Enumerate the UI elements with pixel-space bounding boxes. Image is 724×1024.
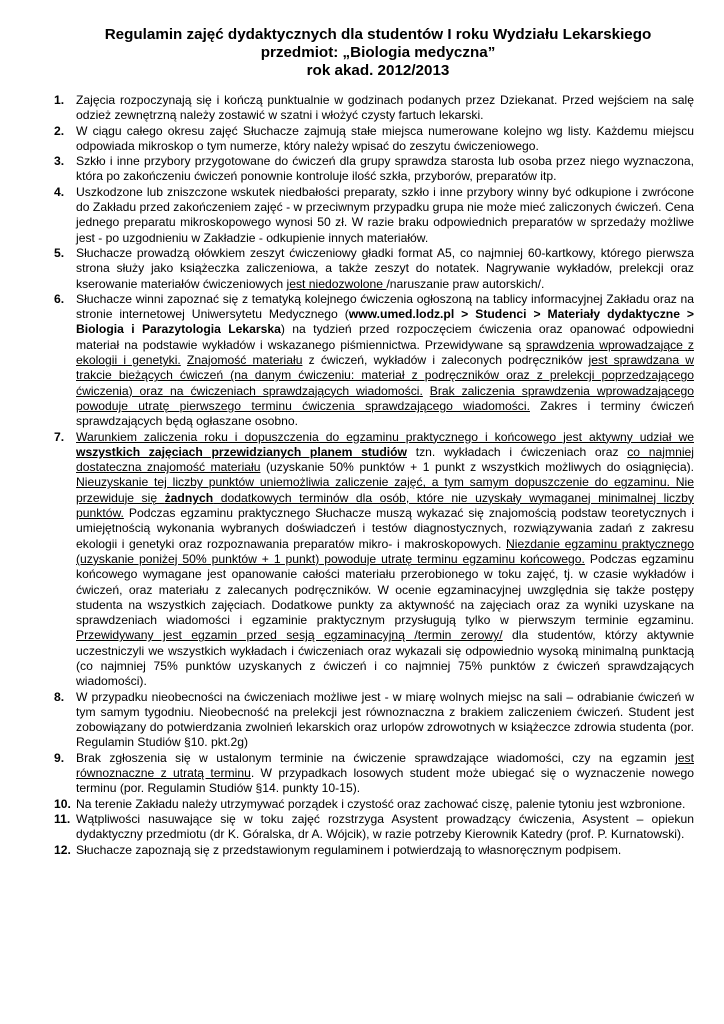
document-title: [54, 26, 694, 80]
rule-text-segment: Nieuzyskanie tej liczby punktów uniemożliwia zaliczenie zajęć, a tym samym dopuszczenie do egzaminu. Nie przewiduje się: [76, 475, 694, 505]
rule-text-segment: Szkło i inne przybory przygotowane do ćwiczeń dla grupy sprawdza starosta lub osoba przez niego wyznaczona, która po zakończeniu ćwiczeń ponownie kontroluje ilość szkła, przyborów, preparatów itp.: [76, 154, 694, 184]
rule-text-segment: [423, 384, 430, 398]
rule-text-segment: Niezdanie egzaminu praktycznego (uzyskanie poniżej 50% punktów + 1 punkt) powoduje utratę terminu egzaminu końcowego.: [76, 536, 695, 566]
rule-item: [54, 154, 694, 185]
rule-number: 12.: [54, 842, 71, 857]
rule-text-segment: sprawdzenia wprowadzające z ekologii i genetyki.: [76, 337, 694, 368]
rule-item: [54, 292, 694, 430]
rule-item: [54, 185, 694, 246]
rule-text-segment: Warunkiem zaliczenia roku i dopuszczenia do egzaminu praktycznego i końcowego jest aktywny udział we: [76, 429, 694, 444]
rule-text-segment: Brak zaliczenia sprawdzenia wprowadzającego powoduje utratę pierwszego terminu ćwiczenia sprawdzającego wiadomości.: [76, 383, 695, 413]
rule-number: 6.: [54, 291, 65, 306]
rule-text-segment: Na terenie Zakładu należy utrzymywać porządek i czystość oraz zachować ciszę, palenie tytoniu jest wzbronione.: [76, 796, 686, 811]
rule-text-segment: . W przypadkach losowych student może ubiegać się o wyznaczenie nowego terminu (por. Regulamin Studiów §14. punkty 10-15).: [76, 766, 694, 796]
rule-text-segment: żadnych: [164, 490, 214, 505]
rule-text-segment: wszystkich zajęciach przewidzianych planem studiów: [76, 444, 407, 459]
rule-text-segment: ) na tydzień przed rozpoczęciem ćwiczenia oraz opanować odpowiedni materiał na podstawie wykładów i wskazanego piśmiennictwa. Przewidywane są: [76, 322, 694, 352]
rule-text-segment: Słuchacze prowadzą ołówkiem zeszyt ćwiczeniowy gładki format A5, co najmniej 60-kartkowy, którego pierwsza strona służy jako książeczka zaliczeniowa, a także zeszyt do notatek. Nagrywanie wykładów, prelekcji oraz kserowanie materiałów ćwiczeniowych: [76, 245, 694, 291]
rule-text-segment: dodatkowych terminów dla osób, które nie uzyskały wymaganej minimalnej liczby punktów.: [76, 490, 694, 521]
rule-item: [54, 124, 694, 155]
rule-text-segment: Zakres i terminy ćwiczeń sprawdzających będą ogłaszane osobno.: [76, 398, 694, 429]
rule-item: [54, 246, 694, 292]
rule-text-segment: Przewidywany jest egzamin przed sesją egzaminacyjną /termin zerowy/: [76, 628, 503, 643]
rule-item: [54, 797, 694, 812]
rule-text-segment: (uzyskanie 50% punktów + 1 punkt z wszystkich możliwych do osiągnięcia).: [260, 460, 694, 475]
rule-text-segment: Uszkodzone lub zniszczone wskutek niedbałości preparaty, szkło i inne przybory winny być odkupione i zwrócone do Zakładu przed zakończeniem zajęć - w przeciwnym przypadku grupa nie może mieć zaliczonych ćwiczeń. Cena jednego preparatu mikroskopowego wynosi 50 zł. W razie braku odpowiednich preparatów w sprzedaży możliwe jest - po uzgodnieniu w Zakładzie - odkupienie innych materiałów.: [76, 184, 694, 245]
rule-text-segment: W ciągu całego okresu zajęć Słuchacze zajmują stałe miejsca numerowane kolejno wg listy. Każdemu miejscu odpowiada mikroskop o tym numerze, który należy wpisać do zeszytu ćwiczeniowego.: [76, 123, 694, 153]
rule-number: 1.: [54, 93, 65, 107]
rule-text-segment: W przypadku nieobecności na ćwiczeniach możliwe jest - w miarę wolnych miejsc na sali – odrabianie ćwiczeń w tym samym tygodniu. Nieobecność na prelekcji jest równoznaczna z brakiem zaliczeniem ćwiczeń. Student jest zobowiązany do potwierdzania zwolnień lekarskich oraz urlopów zdrowotnych w książeczce zdrowia studenta (por. Regulamin Studiów §10. pkt.2g): [76, 689, 694, 750]
rule-text-segment: Podczas egzaminu końcowego wymagane jest opanowanie całości materiału przerobionego w toku zajęć, tj. w czasie wykładów i ćwiczeń, oraz materiału z zalecanych podręczników. W ocenie egzaminacyjnej uwzględnia się także postępy studenta na wszystkich zajęciach. Dodatkowe punkty za aktywność na zajęciach oraz za wyniki uzyskane na sprawdzeniach wiadomości i egzaminie praktycznym przysługują tylko w pierwszym terminie egzaminu.: [76, 551, 694, 628]
title-line-1: Regulamin zajęć dydaktycznych dla studentów I roku Wydziału Lekarskiego: [104, 26, 652, 43]
rule-number: 7.: [54, 429, 65, 444]
rule-text-segment: jest sprawdzana w trakcie bieżących ćwiczeń (na danym ćwiczeniu: materiał z podręczników oraz z prelekcji poprzedzającego ćwiczenia) oraz na ćwiczeniach sprawdzających wiadomości.: [76, 353, 695, 398]
title-line-2: przedmiot: „Biologia medyczna”: [260, 44, 496, 61]
title-line-3: rok akad. 2012/2013: [306, 62, 450, 79]
rule-number: 9.: [54, 750, 65, 765]
rule-item: [54, 430, 694, 690]
rule-item: [54, 751, 694, 797]
rule-text-segment: tzn. wykładach i ćwiczeniach oraz: [407, 444, 628, 459]
rules-list: [54, 93, 694, 858]
rule-number: 11.: [54, 811, 71, 826]
rule-text-segment: jest niedozwolone: [286, 276, 387, 291]
rule-text-segment: Słuchacze winni zapoznać się z tematyką kolejnego ćwiczenia ogłoszoną na tablicy informacyjnej Zakładu oraz na stronie internetowej Uniwersytetu Medycznego (: [76, 291, 694, 322]
rule-number: 8.: [54, 689, 65, 704]
rule-number: 10.: [54, 796, 71, 811]
rule-text-segment: Podczas egzaminu praktycznego Słuchacze muszą wykazać się znajomością podstaw teoretycznych i umiejętnością wykonania wybranych doświadczeń i testów diagnostycznych, rozwiązywania zadań z zakresu ekologii i genetyki oraz rozpoznawania preparatów mikro- i makroskopowych.: [76, 506, 694, 551]
rule-text-segment: Znajomość materiału: [186, 353, 303, 368]
rule-text-segment: dla studentów, którzy aktywnie uczestniczyli we wszystkich wykładach i ćwiczeniach oraz wykazali się odpowiednio wysoką minimalną punktacją (co najmniej 75% punktów uzyskanych z ćwiczeń i co najmniej 75% punktów z ćwiczeń sprawdzających wiadomości).: [76, 628, 694, 689]
rule-text-segment: Słuchacze zapoznają się z przedstawionym regulaminem i potwierdzają to własnoręcznym podpisem.: [76, 842, 622, 857]
rule-text-segment: jest równoznaczne z utratą terminu: [76, 750, 694, 781]
rule-number: 2.: [54, 123, 65, 138]
rule-text-segment: co najmniej dostateczna znajomość materiału: [76, 444, 694, 475]
rule-item: [54, 690, 694, 751]
rule-text-segment: Brak zgłoszenia się w ustalonym terminie na ćwiczenie sprawdzające wiadomości, czy na egzamin: [76, 750, 676, 765]
rule-text-segment: /naruszanie praw autorskich/.: [386, 276, 545, 291]
rule-text-segment: z ćwiczeń, wykładów i zaleconych podręczników: [302, 353, 589, 368]
rule-text-segment: www.umed.lodz.pl > Studenci > Materiały dydaktyczne > Biologia i Parazytologia Lekarska: [76, 307, 694, 337]
rule-item: [54, 812, 694, 843]
rule-item: [54, 93, 694, 124]
rule-number: 5.: [54, 245, 65, 260]
rule-number: 4.: [54, 184, 65, 199]
rule-number: 3.: [54, 154, 65, 169]
rule-text-segment: Wątpliwości nasuwające się w toku zajęć rozstrzyga Asystent prowadzący ćwiczenia, Asystent – opiekun dydaktyczny przedmiotu (dr K. Góralska, dr A. Wójcik), w razie potrzeby Kierownik Katedry (prof. P. Kurnatowski).: [76, 811, 694, 842]
rule-item: [54, 843, 694, 858]
rule-text-segment: Zajęcia rozpoczynają się i kończą punktualnie w godzinach podanych przez Dziekanat. Przed wejściem na salę odzież zewnętrzną należy zostawić w szatni i włożyć czysty fartuch lekarski.: [76, 93, 694, 123]
